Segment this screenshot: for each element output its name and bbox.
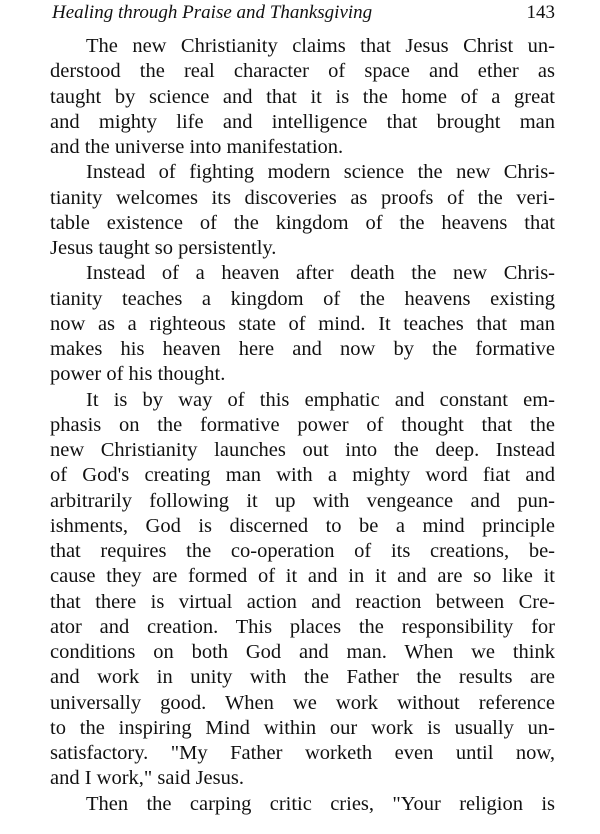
text-line: conditions on both God and man. When we think	[50, 641, 555, 663]
text-line: arbitrarily following it up with vengeance and pun-	[50, 489, 555, 512]
text-line: Instead of a heaven after death the new Chris-	[86, 262, 555, 285]
running-title: Healing through Praise and Thanksgiving	[52, 2, 373, 23]
page-header	[52, 0, 555, 26]
text-line: universally good. When we work without reference	[50, 691, 555, 714]
page-number: 143	[526, 2, 555, 23]
text-line: of God's creating man with a mighty word fiat and	[50, 464, 555, 487]
text-line: makes his heaven here and now by the formative	[50, 338, 555, 360]
text-line: ishments, God is discerned to be a mind principle	[50, 514, 555, 537]
paragraph	[50, 261, 555, 387]
text-line: and the universe into manifestation.	[50, 136, 344, 158]
text-line: new Christianity launches out into the deep. Instead	[50, 439, 555, 461]
paragraph	[50, 792, 555, 817]
paragraph	[50, 34, 555, 160]
text-line: taught by science and that it is the home of a great	[50, 85, 555, 108]
paragraph	[50, 160, 555, 261]
text-line: that requires the co-operation of its creations, be-	[50, 540, 555, 562]
text-line: derstood the real character of space and ether as	[50, 60, 555, 83]
text-line: Jesus taught so persistently.	[50, 237, 277, 259]
text-line: It is by way of this emphatic and constant em-	[86, 388, 555, 411]
text-line: power of his thought.	[50, 363, 226, 386]
text-line: now as a righteous state of mind. It teaches that man	[50, 312, 555, 335]
page-body	[50, 34, 555, 817]
text-line: to the inspiring Mind within our work is usually un-	[50, 716, 555, 739]
paragraph	[50, 388, 555, 792]
text-line: ator and creation. This places the responsibility for	[50, 615, 555, 638]
text-line: tianity teaches a kingdom of the heavens existing	[50, 287, 555, 310]
text-line: The new Christianity claims that Jesus Christ un-	[86, 35, 555, 57]
text-line: that there is virtual action and reaction between Cre-	[50, 590, 555, 613]
text-line: table existence of the kingdom of the heavens that	[50, 211, 555, 234]
text-line: and work in unity with the Father the results are	[50, 666, 555, 689]
text-line: tianity welcomes its discoveries as proofs of the veri-	[50, 186, 555, 209]
text-line: and I work," said Jesus.	[50, 767, 244, 790]
text-line: satisfactory. "My Father worketh even until now,	[50, 742, 555, 764]
text-line: and mighty life and intelligence that brought man	[50, 110, 555, 133]
text-line: cause they are formed of it and in it and are so like it	[50, 565, 555, 588]
text-line: phasis on the formative power of thought that the	[50, 413, 555, 436]
text-line: Then the carping critic cries, "Your religion is	[86, 792, 555, 815]
text-line: Instead of fighting modern science the new Chris-	[86, 161, 555, 184]
